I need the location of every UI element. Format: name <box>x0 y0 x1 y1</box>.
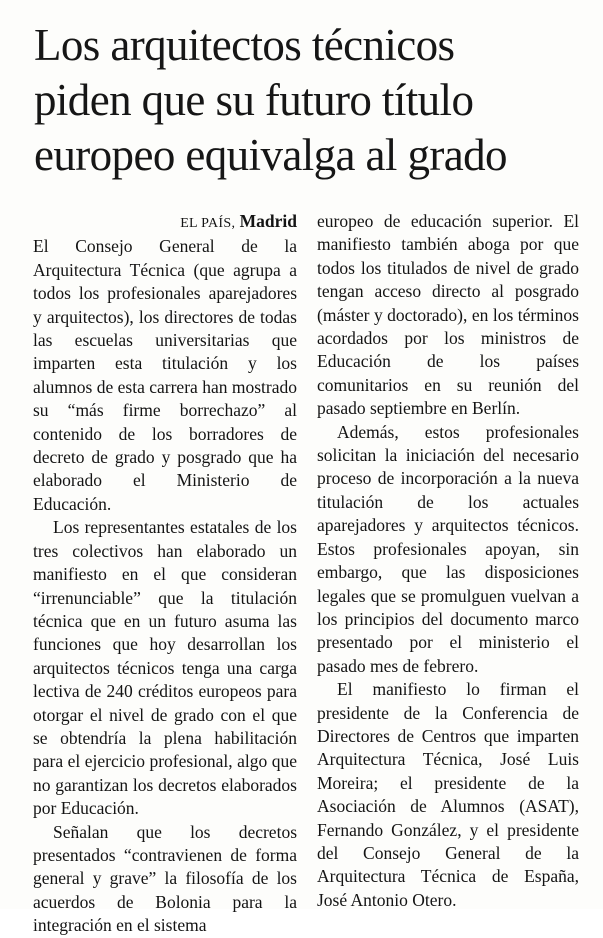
byline-source: EL PAÍS, <box>180 216 236 231</box>
headline-line-1: Los arquitectos técnicos <box>34 20 455 70</box>
paragraph: Además, estos profesionales solicitan la iniciación del necesario proceso de incorporación a la nueva titulación de los actuales aparejadores y arquitectos técnicos. Estos profesionales apoyan, sin embargo, que las disposiciones legales que se promulguen vuelvan a los principios del documento marco presentado por el ministerio el pasado mes de febrero. <box>317 421 579 676</box>
byline <box>33 210 297 235</box>
headline-line-3: europeo equivalga al grado <box>34 130 507 180</box>
article-column-left <box>33 210 297 938</box>
headline-line-2: piden que su futuro título <box>34 75 474 125</box>
paragraph: Señalan que los decretos presentados “contravienen de forma general y grave” la filosofía de los acuerdos de Bolonia para la integración en el sistema <box>33 821 297 936</box>
headline <box>34 18 594 183</box>
article-column-right <box>317 210 579 912</box>
paragraph: europeo de educación superior. El manifiesto también aboga por que todos los titulados de nivel de grado tengan acceso directo al posgrado (máster y doctorado), en los términos acordados por los ministros de Educación de los países comunitarios en su reunión del pasado septiembre en Berlín. <box>317 211 579 419</box>
paragraph: El manifiesto lo firman el presidente de la Conferencia de Directores de Centros que imparten Arquitectura Técnica, José Luis Moreira; el presidente de la Asociación de Alumnos (ASAT), Fernando González, y el presidente del Consejo General de la Arquitectura Técnica de España, José Antonio Otero. <box>317 679 579 910</box>
paragraph: Los representantes estatales de los tres colectivos han elaborado un manifiesto en el que consideran “irrenunciable” que la titulación técnica que en un futuro asuma las funciones que hoy desarrollan los arquitectos técnicos tenga una carga lectiva de 240 créditos europeos para otorgar el nivel de grado con el que se obtendría la plena habilitación para el ejercicio profesional, algo que no garantizan los decretos elaborados por Educación. <box>33 517 297 819</box>
paragraph: El Consejo General de la Arquitectura Técnica (que agrupa a todos los profesionales aparejadores y arquitectos), los directores de todas las escuelas universitarias que imparten esta titulación y los alumnos de esta carrera han mostrado su “más firme borrechazo” al contenido de los borradores de decreto de grado y posgrado que ha elaborado el Ministerio de Educación. <box>33 236 297 514</box>
byline-city: Madrid <box>239 211 297 231</box>
